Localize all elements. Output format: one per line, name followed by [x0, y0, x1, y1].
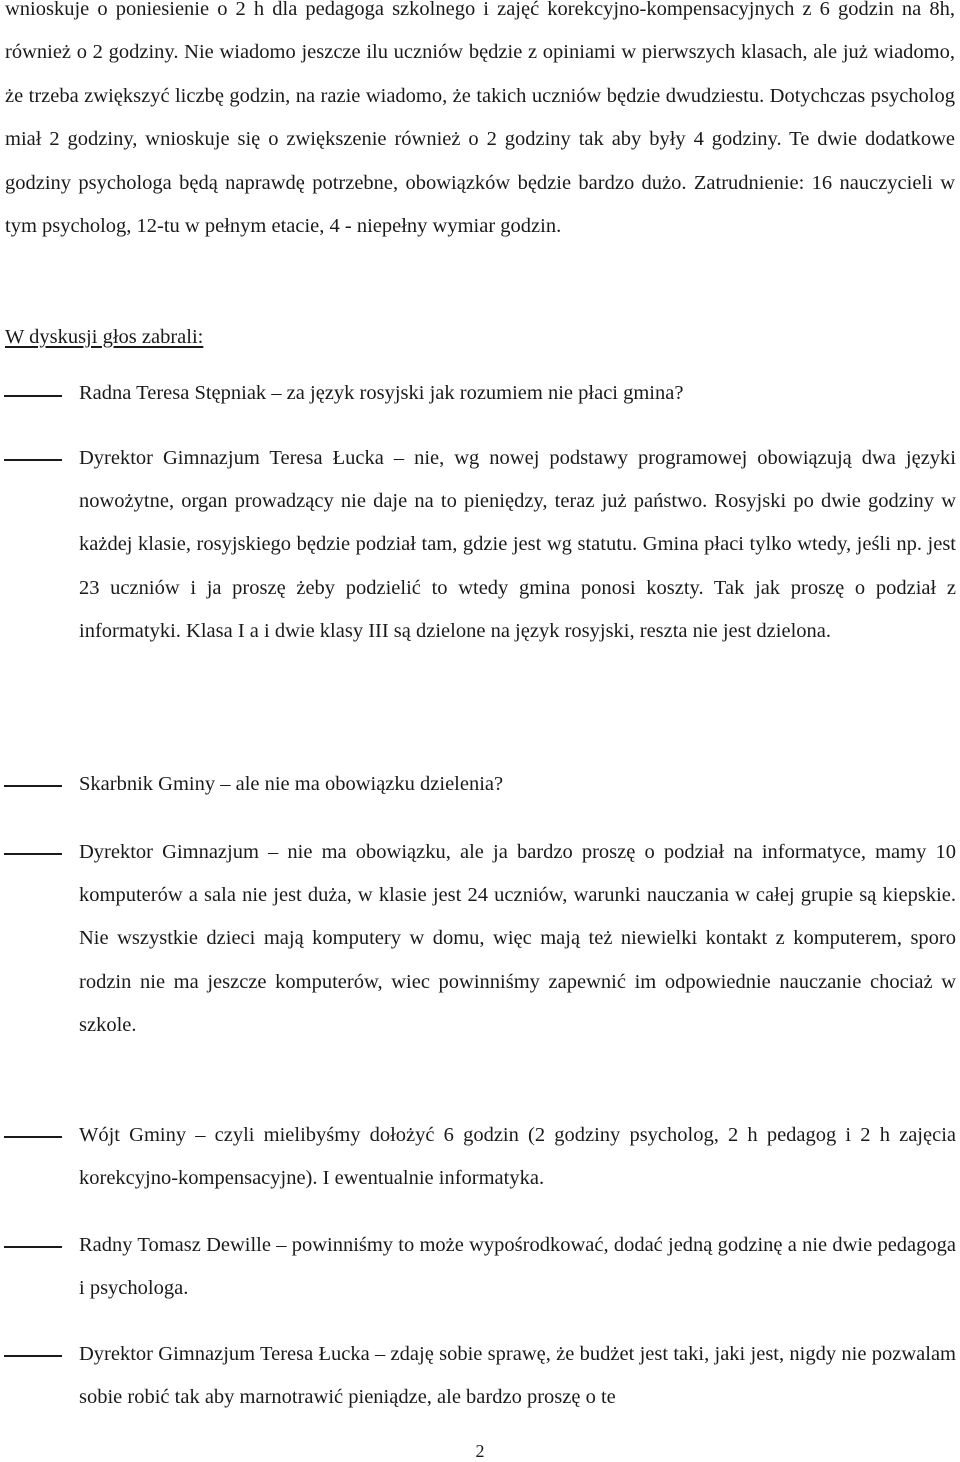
statement-item: Dyrektor Gimnazjum Teresa Łucka – zdaję sobie sprawę, że budżet jest taki, jaki jest, nigdy nie pozwalam sobie robić tak aby marnotrawić pieniądze, ale bardzo proszę o te	[79, 1343, 956, 1409]
statement-item: Skarbnik Gminy – ale nie ma obowiązku dzielenia?	[79, 773, 504, 795]
statement-item: Radny Tomasz Dewille – powinniśmy to może wypośrodkować, dodać jedną godzinę a nie dwie pedagoga i psychologa.	[79, 1234, 956, 1300]
bullet-dash	[4, 1355, 62, 1357]
bullet-dash	[4, 785, 62, 787]
bullet-dash	[4, 1246, 62, 1248]
intro-paragraph: wnioskuje o poniesienie o 2 h dla pedagoga szkolnego i zajęć korekcyjno-kompensacyjnych z 6 godzin na 8h, również o 2 godziny. Nie wiadomo jeszcze ilu uczniów będzie z opiniami w pierwszych klasach, ale już wiadomo, że trzeba zwiększyć liczbę godzin, na razie wiadomo, że takich uczniów będzie dwudziestu. Dotychczas psycholog miał 2 godziny, wnioskuje się o zwiększenie również o 2 godziny tak aby były 4 godziny. Te dwie dodatkowe godziny psychologa będą naprawdę potrzebne, obowiązków będzie bardzo dużo. Zatrudnienie: 16 nauczycieli w tym psycholog, 12-tu w pełnym etacie, 4 - niepełny wymiar godzin.	[5, 0, 955, 238]
bullet-dash	[4, 853, 62, 855]
statement-item: Dyrektor Gimnazjum – nie ma obowiązku, ale ja bardzo proszę o podział na informatyce, mamy 10 komputerów a sala nie jest duża, w klasie jest 24 uczniów, warunki nauczania w całej grupie są kiepskie. Nie wszystkie dzieci mają komputery w domu, więc mają też niewielki kontakt z komputerem, sporo rodzin nie ma jeszcze komputerów, wiec powinniśmy zapewnić im odpowiednie nauczanie chociaż w szkole.	[79, 841, 956, 1036]
bullet-dash	[4, 459, 62, 461]
statement-item: Wójt Gminy – czyli mielibyśmy dołożyć 6 godzin (2 godziny psycholog, 2 h pedagog i 2 h zajęcia korekcyjno-kompensacyjne). I ewentualnie informatyka.	[79, 1124, 956, 1190]
page-number: 2	[475, 1441, 485, 1461]
statement-item: Dyrektor Gimnazjum Teresa Łucka – nie, wg nowej podstawy programowej obowiązują dwa języki nowożytne, organ prowadzący nie daje na to pieniędzy, teraz już państwo. Rosyjski po dwie godziny w każdej klasie, rosyjskiego będzie podział tam, gdzie jest wg statutu. Gmina płaci tylko wtedy, jeśli np. jest 23 uczniów i ja proszę żeby podzielić to wtedy gmina ponosi koszty. Tak jak proszę o podział z informatyki. Klasa I a i dwie klasy III są dzielone na język rosyjski, reszta nie jest dzielona.	[79, 447, 956, 642]
bullet-dash	[4, 395, 62, 397]
statement-item: Radna Teresa Stępniak – za język rosyjski jak rozumiem nie płaci gmina?	[79, 382, 684, 404]
discussion-heading: W dyskusji głos zabrali:	[5, 326, 204, 348]
bullet-dash	[4, 1136, 62, 1138]
